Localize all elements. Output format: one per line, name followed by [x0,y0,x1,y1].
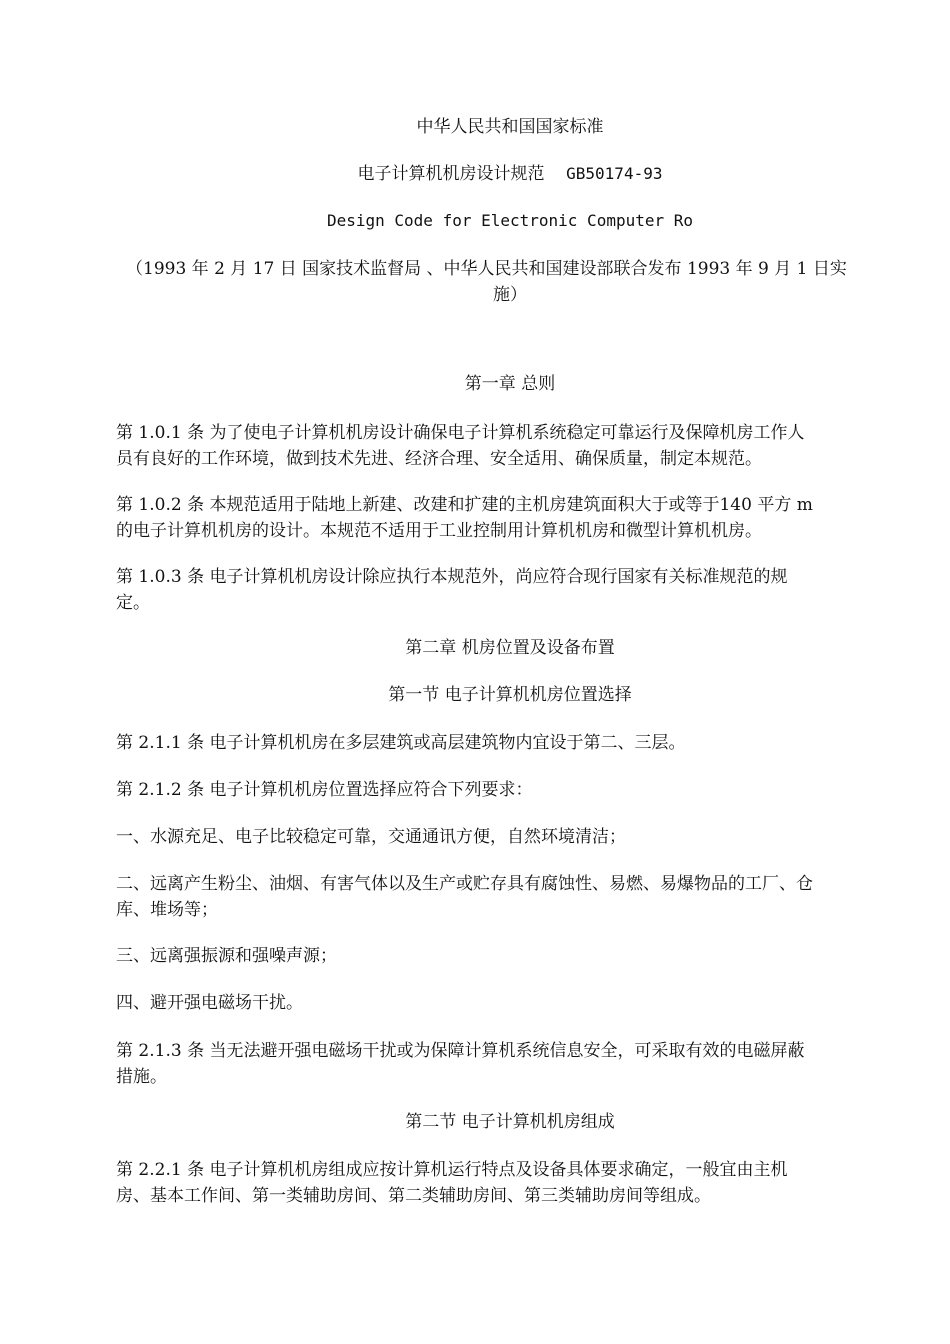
section-1-heading: 第一节 电子计算机机房位置选择 [388,685,632,705]
title-line [0,161,950,187]
clause-2-1-3-line-2: 措施。 [116,1067,167,1087]
clause-1-0-3-line-2: 定。 [116,593,150,613]
clause-2-1-1: 第 2.1.1 条 电子计算机机房在多层建筑或高层建筑物内宜设于第二、三层。 [116,733,686,753]
list-item-2-line-2: 库、堆场等； [116,900,218,920]
clause-2-1-3-line-1: 第 2.1.3 条 当无法避开强电磁场干扰或为保障计算机系统信息安全，可采取有效的电磁屏蔽 [116,1041,805,1061]
clause-2-2-1-line-1: 第 2.2.1 条 电子计算机机房组成应按计算机运行特点及设备具体要求确定，一般宜由主机 [116,1160,788,1180]
list-item-4: 四、避开强电磁场干扰。 [116,993,303,1013]
list-item-3: 三、远离强振源和强噪声源； [116,946,337,966]
standard-heading: 中华人民共和国国家标准 [416,117,604,137]
chapter-1-heading: 第一章 总则 [464,374,556,394]
clause-1-0-2-line-1: 第 1.0.2 条 本规范适用于陆地上新建、改建和扩建的主机房建筑面积大于或等于140 平方 m [116,495,813,515]
clause-2-1-2: 第 2.1.2 条 电子计算机机房位置选择应符合下列要求： [116,780,533,800]
clause-1-0-3-line-1: 第 1.0.3 条 电子计算机机房设计除应执行本规范外，尚应符合现行国家有关标准规范的规 [116,567,788,587]
section-2-heading: 第二节 电子计算机机房组成 [405,1112,615,1132]
title-cn: 电子计算机机房设计规范 [357,164,545,184]
standard-code: GB50174-93 [566,164,663,183]
issue-line-2: 施） [493,285,527,305]
issue-line-1: （1993 年 2 月 17 日 国家技术监督局 、中华人民共和国建设部联合发布 1993 年 9 月 1 日实 [126,259,847,279]
clause-1-0-2-line-2: 的电子计算机机房的设计。本规范不适用于工业控制用计算机机房和微型计算机机房。 [116,521,762,541]
title-en: Design Code for Electronic Computer Ro [326,211,694,230]
clause-2-2-1-line-2: 房、基本工作间、第一类辅助房间、第二类辅助房间、第三类辅助房间等组成。 [116,1186,711,1206]
clause-1-0-1-line-2: 员有良好的工作环境，做到技术先进、经济合理、安全适用、确保质量，制定本规范。 [116,449,762,469]
chapter-2-heading: 第二章 机房位置及设备布置 [405,638,615,658]
clause-1-0-1-line-1: 第 1.0.1 条 为了使电子计算机机房设计确保电子计算机系统稳定可靠运行及保障机房工作人 [116,423,805,443]
list-item-1: 一、水源充足、电子比较稳定可靠，交通通讯方便，自然环境清洁； [116,827,626,847]
list-item-2-line-1: 二、远离产生粉尘、油烟、有害气体以及生产或贮存具有腐蚀性、易燃、易爆物品的工厂、仓 [116,874,813,894]
